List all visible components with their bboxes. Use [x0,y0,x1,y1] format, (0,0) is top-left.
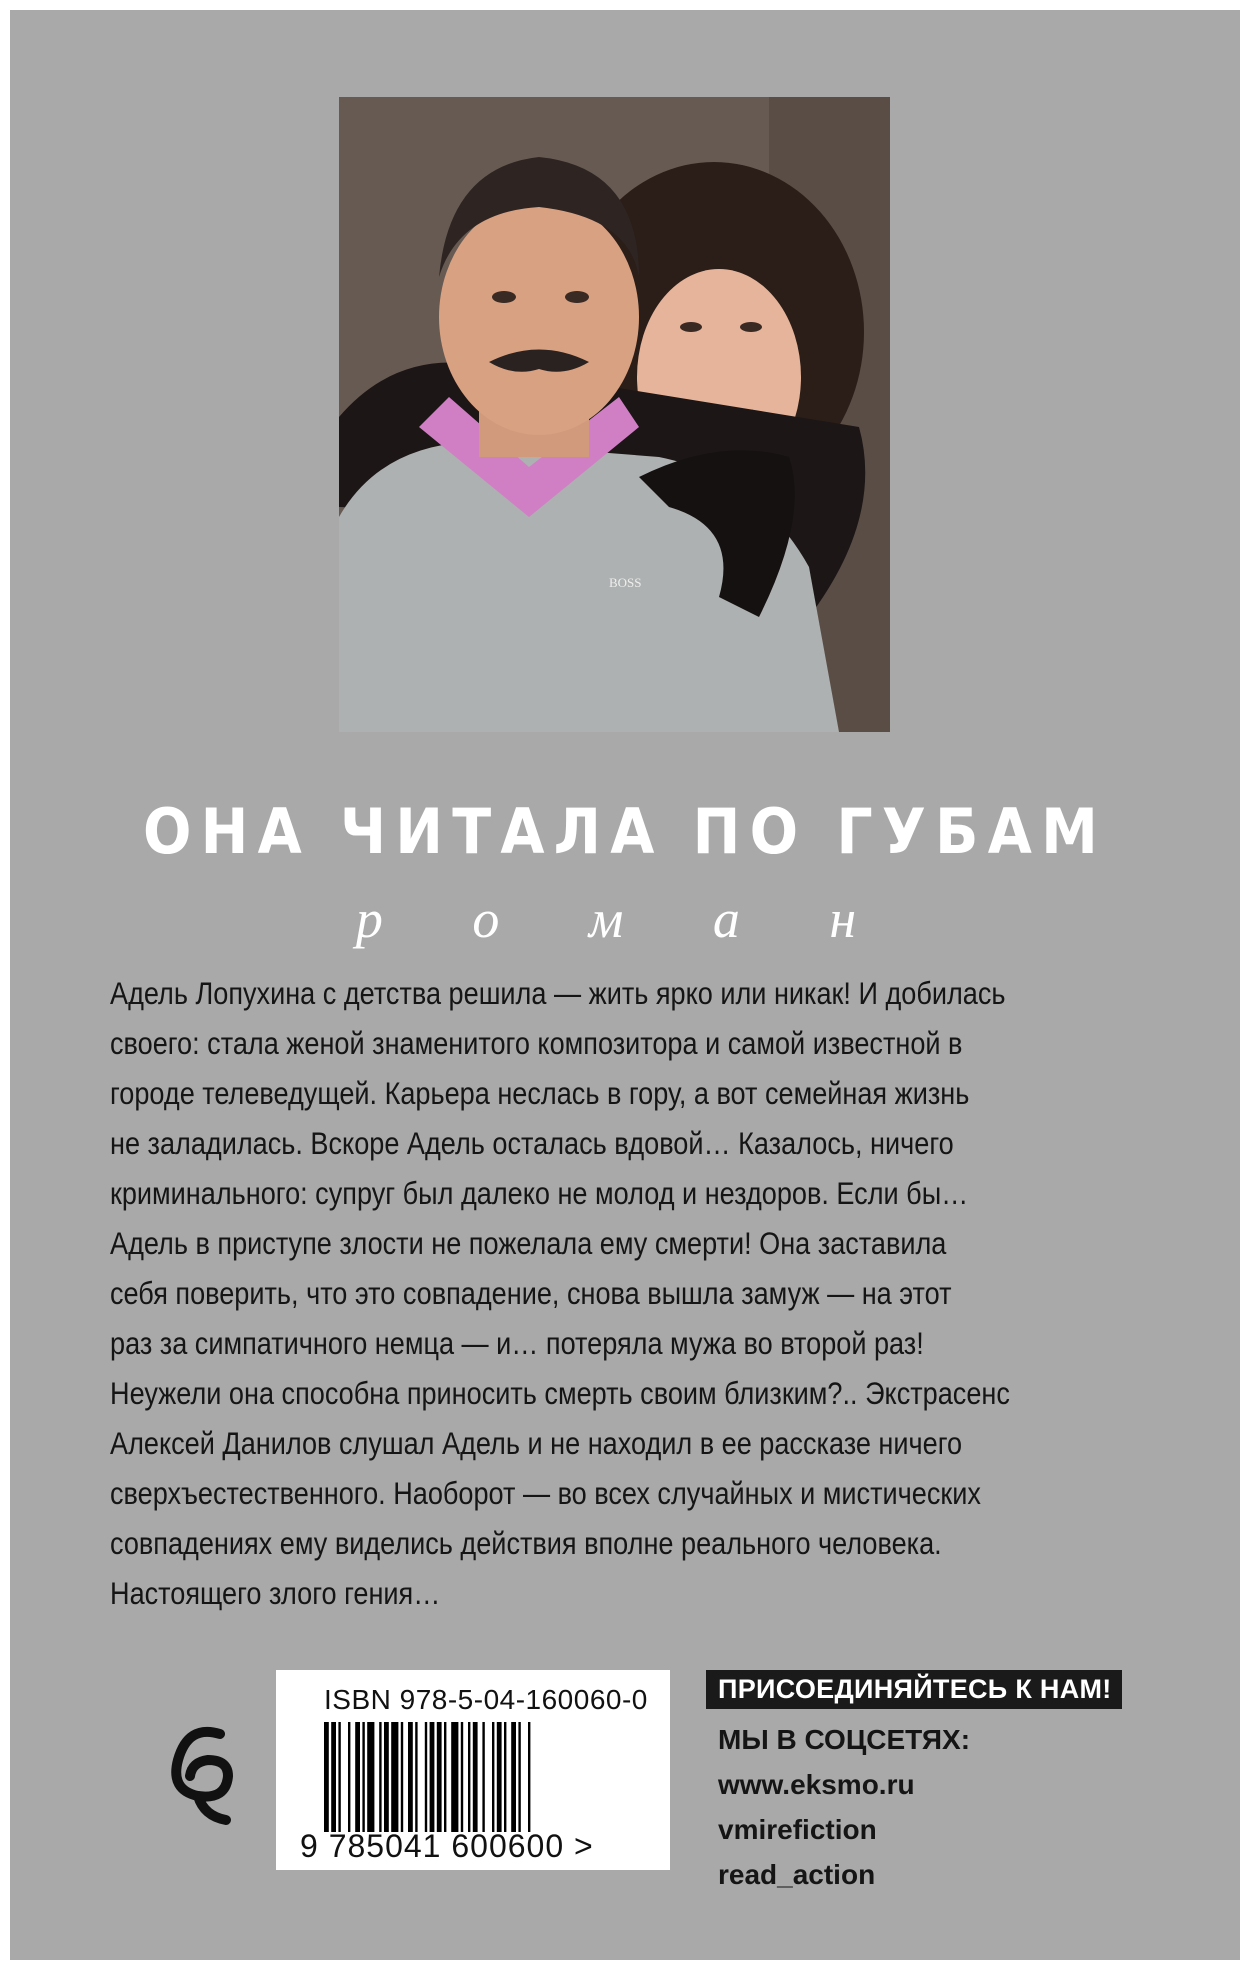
blurb-line: совпадениях ему виделись действия вполне реального человека. [110,1525,942,1561]
social-heading: МЫ В СОЦСЕТЯХ: [718,1724,971,1755]
author-photo [339,97,890,732]
social-link-read-action[interactable]: read_action [718,1859,876,1890]
blurb-line: криминального: супруг был далеко не молод и нездоров. Если бы… [110,1175,969,1211]
blurb-line: Неужели она способна приносить смерть своим близким?.. Экстрасенс [110,1375,1010,1411]
author-photo-illustration [339,97,890,732]
shirt-logo: BOSS [609,575,642,590]
social-link-vmirefiction[interactable]: vmirefiction [718,1814,877,1845]
book-genre: р о м а н [355,889,895,949]
isbn-number: ISBN 978-5-04-160060-0 [324,1684,648,1715]
social-block [706,1670,1126,1897]
social-link-website[interactable]: www.eksmo.ru [718,1769,915,1800]
blurb-line: Адель в приступе злости не пожелала ему смерти! Она заставила [110,1225,947,1261]
blurb-line: себя поверить, что это совпадение, снова вышла замуж — на этот [110,1275,952,1311]
publisher-logo-icon [168,1720,234,1830]
blurb-line: Настоящего злого гения… [110,1575,441,1611]
blurb-line: раз за симпатичного немца — и… потеряла мужа во второй раз! [110,1325,924,1361]
join-us-banner: ПРИСОЕДИНЯЙТЕСЬ К НАМ! [706,1670,1122,1709]
barcode-icon [324,1722,624,1832]
barcode-panel [276,1670,670,1870]
book-title: ОНА ЧИТАЛА ПО ГУБАМ [142,795,1108,868]
blurb-line: не заладилась. Вскоре Адель осталась вдовой… Казалось, ничего [110,1125,954,1161]
blurb-line: Адель Лопухина с детства решила — жить ярко или никак! И добилась [110,975,1006,1011]
blurb-line: своего: стала женой знаменитого композитора и самой известной в [110,1025,963,1061]
book-blurb [110,968,1013,1618]
ean-number: 9 785041 600600 > [300,1828,594,1864]
blurb-line: сверхъестественного. Наоборот — во всех случайных и мистических [110,1475,981,1511]
blurb-line: Алексей Данилов слушал Адель и не находил в ее рассказе ничего [110,1425,963,1461]
blurb-line: городе телеведущей. Карьера неслась в гору, а вот семейная жизнь [110,1075,970,1111]
